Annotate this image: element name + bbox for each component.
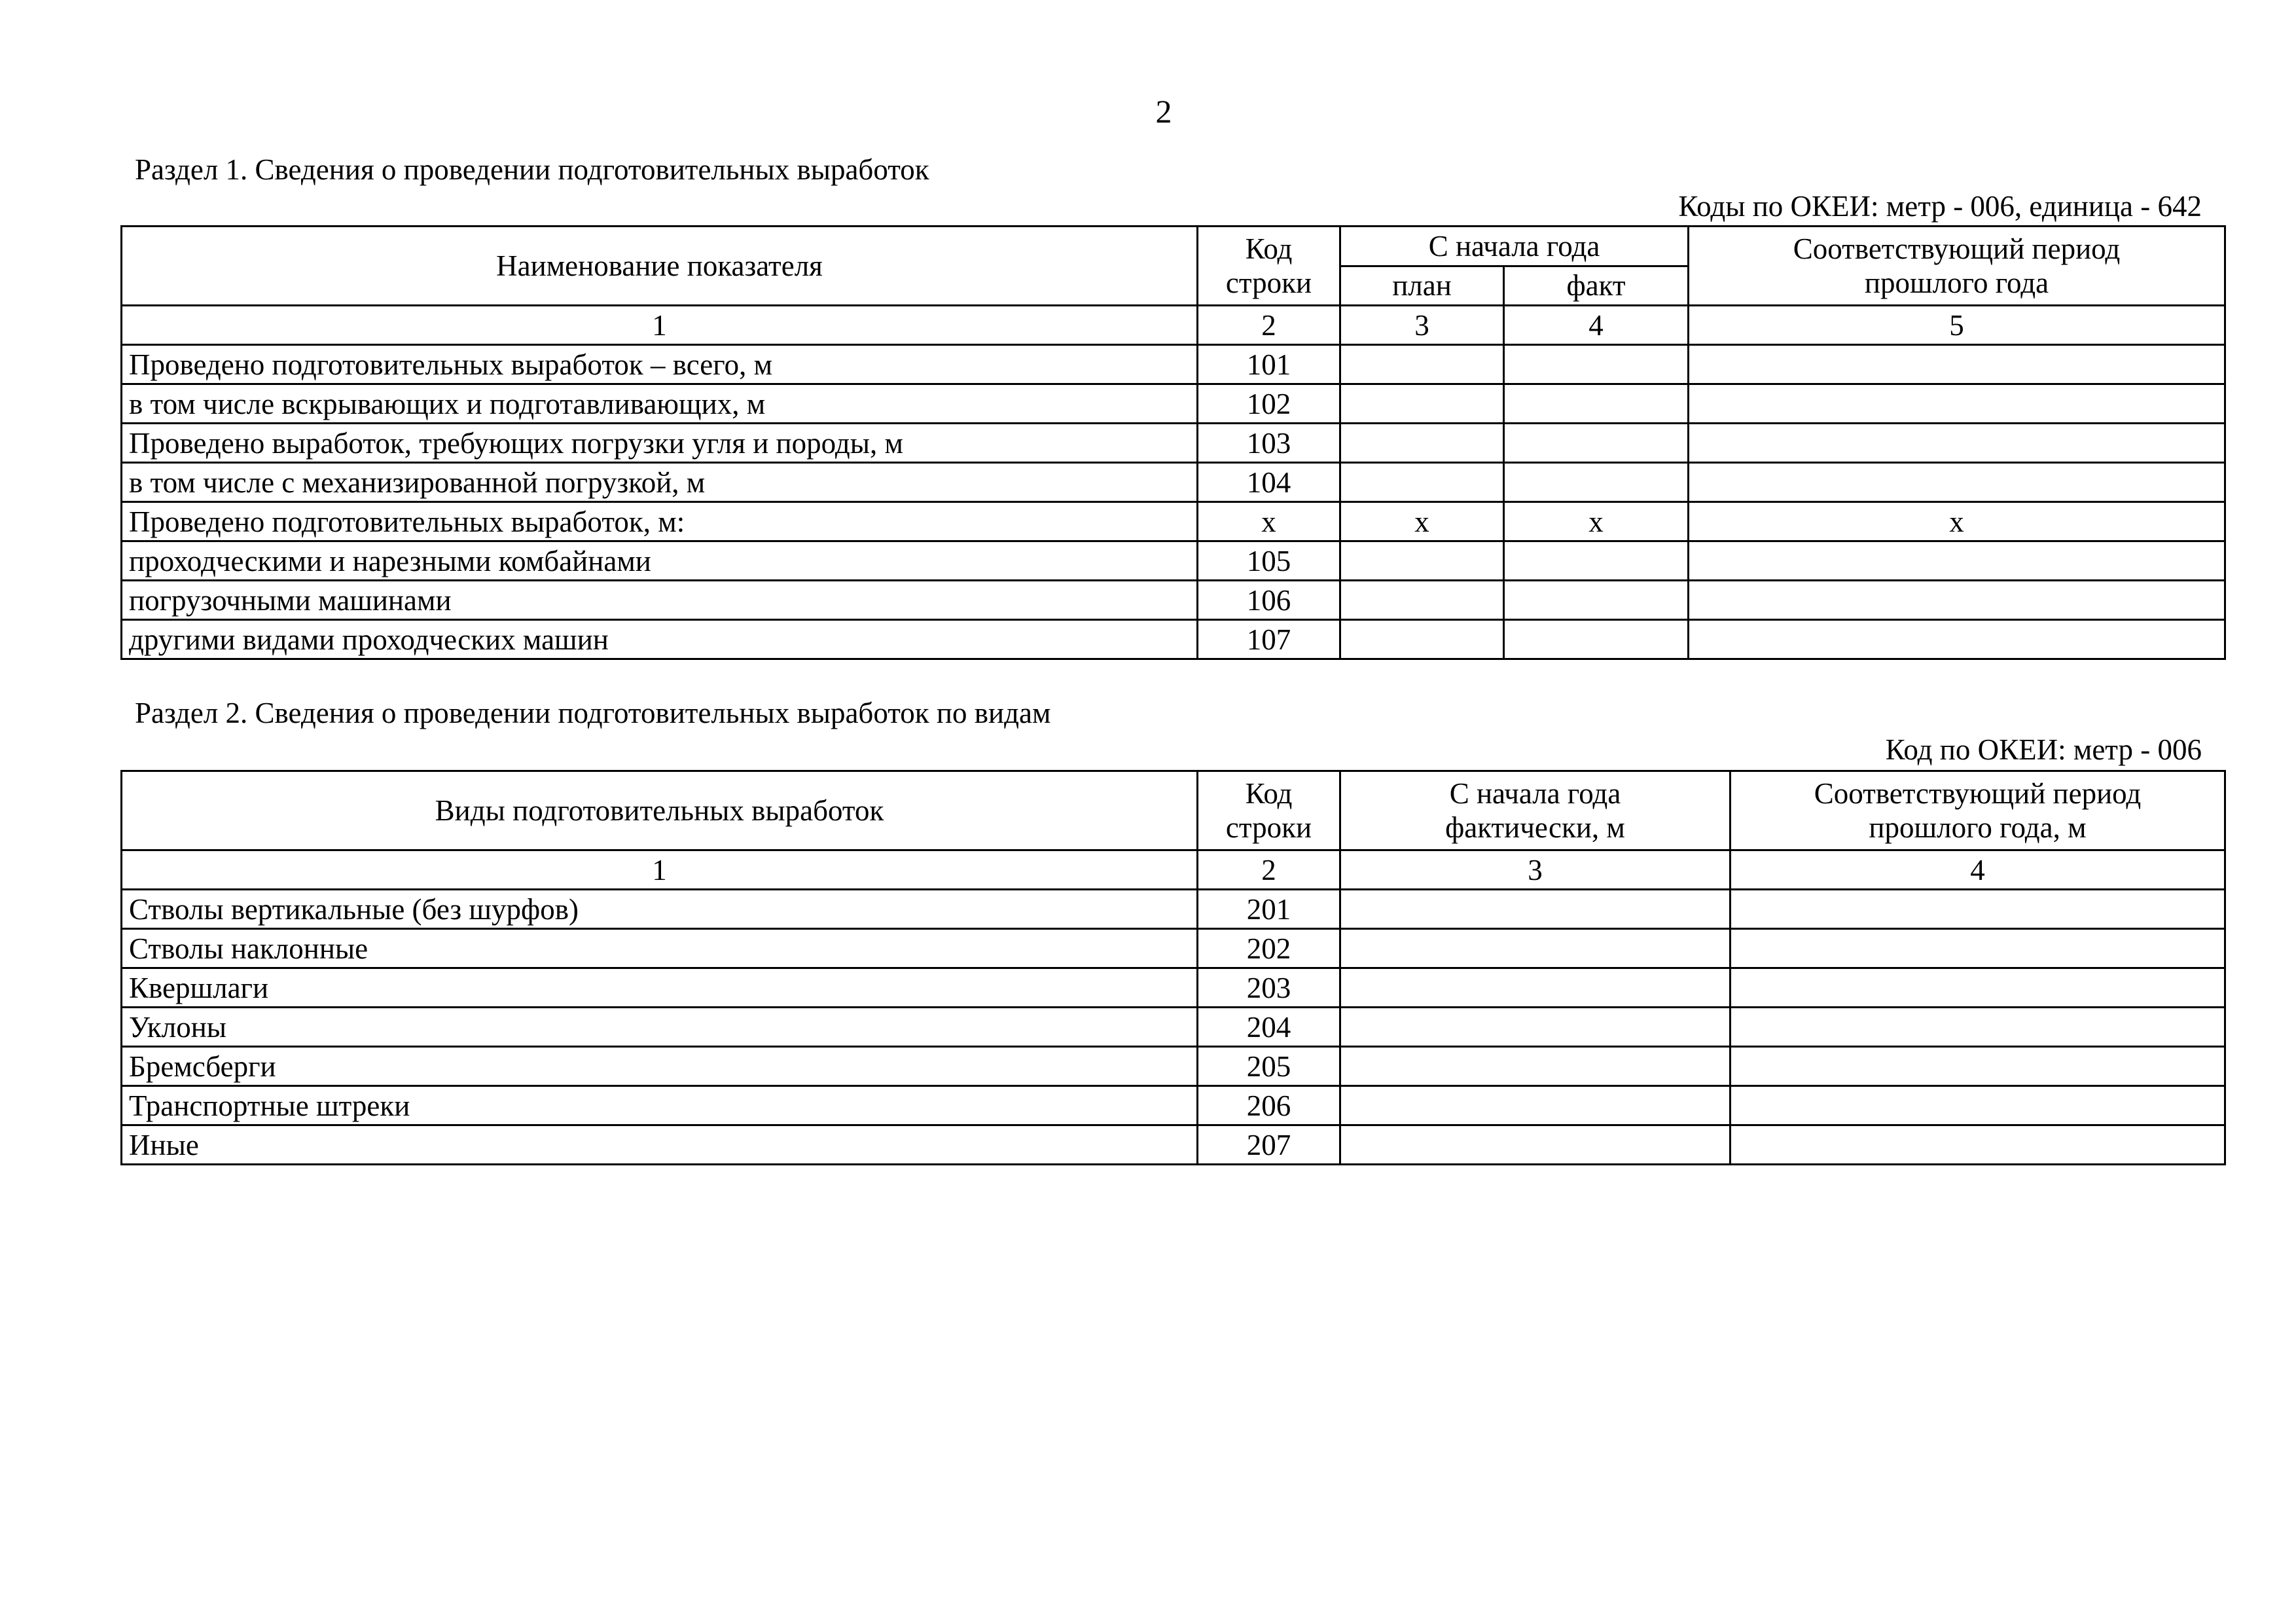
fact-cell[interactable] [1340, 929, 1731, 968]
plan-cell[interactable] [1340, 424, 1504, 463]
fact-cell: x [1504, 502, 1689, 541]
prev-cell[interactable] [1689, 620, 2225, 659]
row-label: проходческими и нарезными комбайнами [122, 541, 1198, 581]
prev-cell[interactable] [1689, 581, 2225, 620]
table-row [122, 345, 2225, 384]
plan-cell[interactable] [1340, 345, 1504, 384]
row-code: 202 [1198, 929, 1340, 968]
section2-table [120, 770, 2226, 1165]
row-code: 102 [1198, 384, 1340, 424]
prev-cell[interactable] [1689, 345, 2225, 384]
plan-cell[interactable] [1340, 384, 1504, 424]
fact-cell[interactable] [1504, 581, 1689, 620]
table-row [122, 929, 2225, 968]
column-number: 5 [1689, 306, 2225, 345]
prev-cell[interactable] [1689, 424, 2225, 463]
row-label: в том числе вскрывающих и подготавливающих, м [122, 384, 1198, 424]
section1-okei: Коды по ОКЕИ: метр - 006, единица - 642 [1678, 190, 2202, 223]
row-label: Транспортные штреки [122, 1086, 1198, 1125]
row-label: Проведено подготовительных выработок, м: [122, 502, 1198, 541]
table-row [122, 384, 2225, 424]
prev-cell[interactable] [1731, 1008, 2225, 1047]
table-row [122, 581, 2225, 620]
row-label: Стволы наклонные [122, 929, 1198, 968]
row-label: погрузочными машинами [122, 581, 1198, 620]
table-row [122, 620, 2225, 659]
header-name: Наименование показателя [122, 227, 1198, 306]
prev-cell[interactable] [1731, 1086, 2225, 1125]
table-row [122, 463, 2225, 502]
row-code: 101 [1198, 345, 1340, 384]
header-since-year: С начала года фактически, м [1340, 771, 1731, 850]
header-name: Виды подготовительных выработок [122, 771, 1198, 850]
prev-cell[interactable] [1731, 890, 2225, 929]
table-row [122, 424, 2225, 463]
table-row [122, 502, 2225, 541]
page-number: 2 [1155, 93, 1172, 130]
row-code: 205 [1198, 1047, 1340, 1086]
fact-cell[interactable] [1504, 463, 1689, 502]
row-label: Проведено подготовительных выработок – всего, м [122, 345, 1198, 384]
table-row [122, 541, 2225, 581]
prev-cell[interactable] [1731, 929, 2225, 968]
row-label: Стволы вертикальные (без шурфов) [122, 890, 1198, 929]
fact-cell[interactable] [1504, 424, 1689, 463]
header-code: Код строки [1198, 771, 1340, 850]
row-code: 103 [1198, 424, 1340, 463]
table-row [122, 890, 2225, 929]
table-row [122, 1125, 2225, 1165]
header-prev-period: Соответствующий период прошлого года [1689, 227, 2225, 306]
prev-cell[interactable] [1731, 968, 2225, 1008]
fact-cell[interactable] [1340, 1047, 1731, 1086]
column-number: 1 [122, 306, 1198, 345]
row-code: 105 [1198, 541, 1340, 581]
prev-cell: x [1689, 502, 2225, 541]
row-label: Бремсберги [122, 1047, 1198, 1086]
row-code: 206 [1198, 1086, 1340, 1125]
row-code: 107 [1198, 620, 1340, 659]
fact-cell[interactable] [1504, 384, 1689, 424]
column-number: 3 [1340, 306, 1504, 345]
table-row [122, 1086, 2225, 1125]
row-label: Проведено выработок, требующих погрузки угля и породы, м [122, 424, 1198, 463]
fact-cell[interactable] [1504, 345, 1689, 384]
plan-cell: x [1340, 502, 1504, 541]
section2-title: Раздел 2. Сведения о проведении подготовительных выработок по видам [135, 697, 1051, 729]
column-number: 4 [1731, 850, 2225, 890]
section1-table [120, 225, 2226, 660]
header-prev-period: Соответствующий период прошлого года, м [1731, 771, 2225, 850]
fact-cell[interactable] [1340, 890, 1731, 929]
table-row [122, 968, 2225, 1008]
row-code: 204 [1198, 1008, 1340, 1047]
row-code: x [1198, 502, 1340, 541]
prev-cell[interactable] [1689, 541, 2225, 581]
fact-cell[interactable] [1340, 1008, 1731, 1047]
fact-cell[interactable] [1340, 1125, 1731, 1165]
fact-cell[interactable] [1340, 968, 1731, 1008]
row-code: 104 [1198, 463, 1340, 502]
row-code: 203 [1198, 968, 1340, 1008]
table-row [122, 1008, 2225, 1047]
row-code: 106 [1198, 581, 1340, 620]
row-label: другими видами проходческих машин [122, 620, 1198, 659]
table-row [122, 1047, 2225, 1086]
row-label: в том числе с механизированной погрузкой, м [122, 463, 1198, 502]
header-plan: план [1340, 266, 1504, 306]
row-label: Иные [122, 1125, 1198, 1165]
row-code: 207 [1198, 1125, 1340, 1165]
row-code: 201 [1198, 890, 1340, 929]
prev-cell[interactable] [1731, 1125, 2225, 1165]
section1-title: Раздел 1. Сведения о проведении подготовительных выработок [135, 153, 929, 186]
prev-cell[interactable] [1689, 463, 2225, 502]
plan-cell[interactable] [1340, 581, 1504, 620]
header-since-year: С начала года [1340, 227, 1689, 266]
plan-cell[interactable] [1340, 463, 1504, 502]
fact-cell[interactable] [1504, 541, 1689, 581]
row-label: Квершлаги [122, 968, 1198, 1008]
plan-cell[interactable] [1340, 620, 1504, 659]
section2-okei: Код по ОКЕИ: метр - 006 [1885, 733, 2202, 766]
plan-cell[interactable] [1340, 541, 1504, 581]
column-number: 2 [1198, 306, 1340, 345]
prev-cell[interactable] [1731, 1047, 2225, 1086]
header-code: Код строки [1198, 227, 1340, 306]
fact-cell[interactable] [1504, 620, 1689, 659]
row-label: Уклоны [122, 1008, 1198, 1047]
column-number: 3 [1340, 850, 1731, 890]
column-number: 1 [122, 850, 1198, 890]
prev-cell[interactable] [1689, 384, 2225, 424]
header-fact: факт [1504, 266, 1689, 306]
column-number: 2 [1198, 850, 1340, 890]
column-number: 4 [1504, 306, 1689, 345]
fact-cell[interactable] [1340, 1086, 1731, 1125]
